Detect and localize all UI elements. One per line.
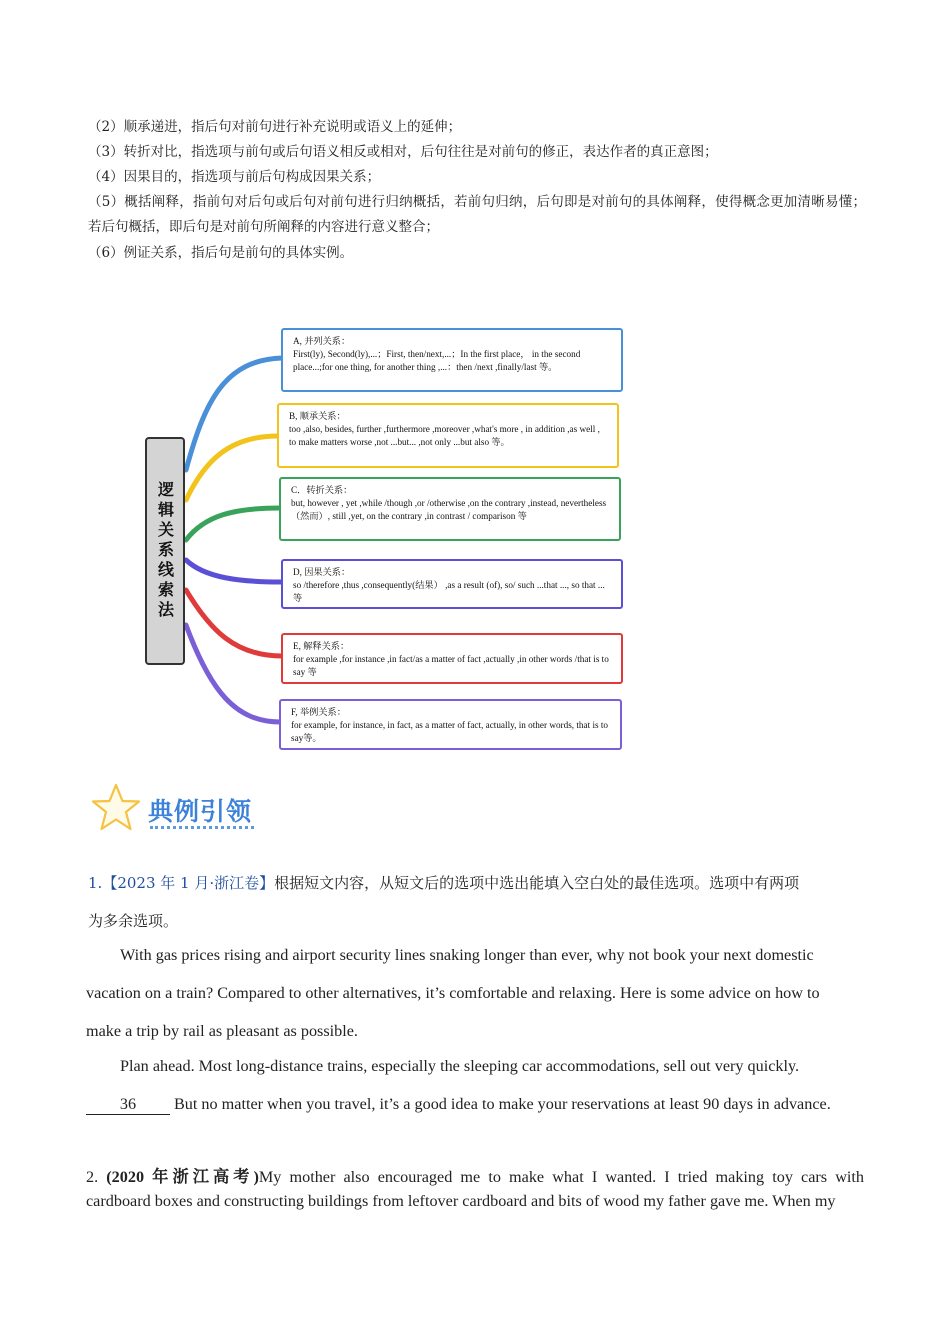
relation-box-c [279,477,621,541]
intro-line-2: （2）顺承递进，指后句对前句进行补充说明或语义上的延伸； [88,119,462,135]
relation-box-e [281,633,623,684]
relation-box-title: D, 因果关系： [293,567,351,577]
connector-e [186,590,282,656]
q1-number: 1. [88,874,103,892]
section-heading [88,782,268,836]
answer-blank-36[interactable]: 36 [86,1095,170,1115]
relation-box-title: B, 顺承关系： [289,411,346,421]
connector-d [186,560,282,582]
relation-box-title: A, 并列关系： [293,336,351,346]
connector-b [186,436,278,500]
relation-box-body: for example ,for instance ,in fact/as a matter of fact ,actually ,in other words /that is to say 等 [293,654,609,677]
relation-box-b [277,403,619,468]
relation-box-title: C．转折关系： [291,485,353,495]
q1-blank-line [86,1095,866,1115]
q1-paragraph-line: With gas prices rising and airport security lines snaking longer than ever, why not book your next domestic [120,946,814,964]
relation-box-a [281,328,623,392]
relation-box-title: F, 举例关系： [291,707,346,717]
relation-box-f [279,699,622,750]
mindmap-root [145,437,185,665]
intro-line-5: （5）概括阐释，指前句对后句或后句对前句进行归纳概括，若前句归纳，后句即是对前句的具体阐释，使得概念更加清晰易懂；若后句概括，即后句是对前句所阐释的内容进行意义整合； [88,194,866,235]
relation-box-body: so /therefore ,thus ,consequently(结果） ,as a result (of), so/ such ...that ..., so that ...等 [293,580,605,603]
section-heading-title: 典例引领 [148,797,253,826]
q2-line-1 [86,1163,864,1187]
relation-box-body: but, however , yet ,while /though ,or /otherwise ,on the contrary ,instead, nevertheless（然而）, still ,yet, on the contrary ,in contrast / comparison 等 [291,498,607,521]
relation-box-d [281,559,623,609]
star-outline-icon [88,782,144,836]
q1-paragraph-line: Plan ahead. Most long-distance trains, especially the sleeping car accommodations, sell out very quickly. [120,1057,800,1075]
relation-box-body: too ,also, besides, further ,furthermore ,moreover ,what's more , in addition ,as well , to make matters worse ,not ...but... ,not only ...but also 等。 [289,424,600,447]
intro-line-6: （6）例证关系，指后句是前句的具体实例。 [88,245,354,261]
q2-text-1: My mother also encouraged me to make what I wanted. I tried making toy cars with [258,1168,865,1186]
q1-paragraph-line: make a trip by rail as pleasant as possible. [86,1022,358,1040]
q1-source: 【2023 年 1 月·浙江卷】 [102,874,275,892]
relation-box-body: First(ly), Second(ly),...；First, then/next,...；In the first place， in the second place...;for one thing, for another thing ,...：then /next ,finally/last 等。 [293,349,581,372]
mindmap-root-label: 逻辑关系线索法 [155,481,175,621]
section-heading-underline [150,826,254,829]
relation-box-title: E, 解释关系： [293,641,350,651]
q1-instruction: 根据短文内容，从短文后的选项中选出能填入空白处的最佳选项。选项中有两项 [274,874,800,892]
q1-instruction-cont: 为多余选项。 [88,912,179,930]
q1-blank-sentence: But no matter when you travel, it’s a good idea to make your reservations at least 90 days in advance. [174,1095,831,1113]
q1-paragraph-line: vacation on a train? Compared to other alternatives, it’s comfortable and relaxing. Here is some advice on how to [86,984,820,1002]
connector-c [186,508,280,540]
q1-header [88,872,865,893]
intro-line-3: （3）转折对比，指选项与前句或后句语义相反或相对，后句往往是对前句的修正，表达作者的真正意图； [88,144,718,160]
q2-source: (2020 年浙江高考) [106,1168,259,1186]
intro-line-4: （4）因果目的，指选项与前后句构成因果关系； [88,169,381,185]
connector-a [186,358,282,470]
connector-f [186,625,280,722]
q2-line-2: cardboard boxes and constructing buildings from leftover cardboard and bits of wood my father gave me. When my [86,1192,836,1210]
q2-number: 2. [86,1168,99,1186]
relation-box-body: for example, for instance, in fact, as a matter of fact, actually, in other words, that is to say等。 [291,720,609,743]
